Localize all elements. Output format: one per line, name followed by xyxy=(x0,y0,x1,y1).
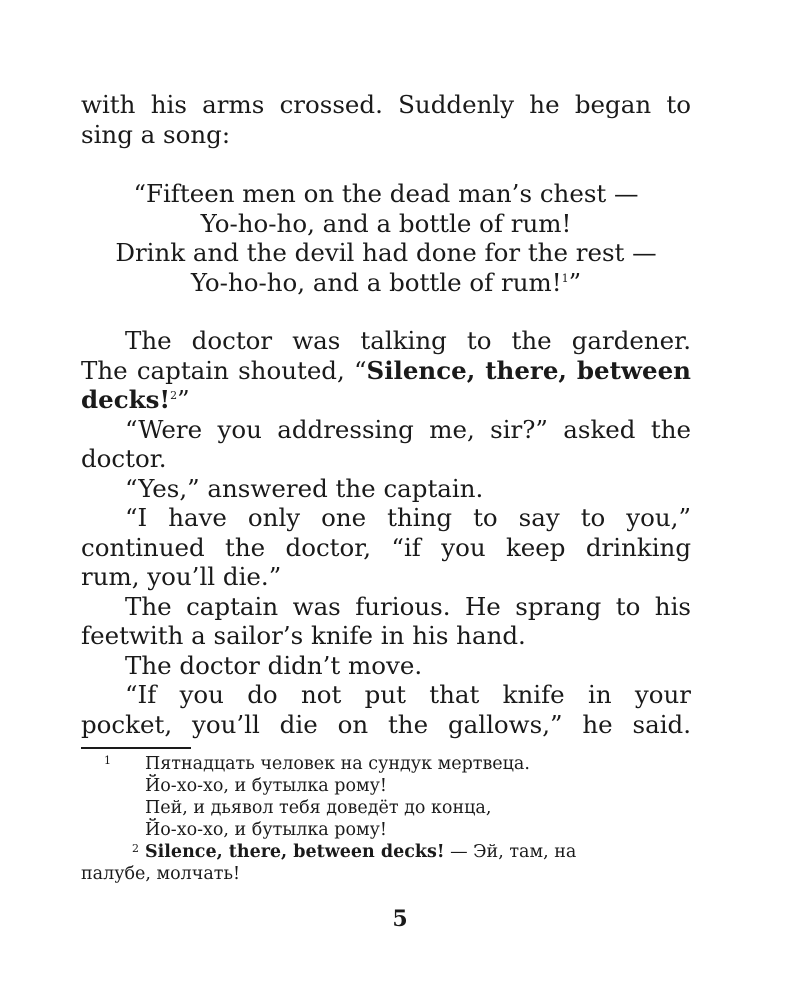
footnote-marker-2[interactable]: 2 xyxy=(170,388,178,402)
footnote-bold-phrase: Silence, there, between decks! xyxy=(145,842,445,862)
footnote-line: Йо-хо-хо, и бутылка рому! xyxy=(145,820,387,840)
footnote-text: — Эй, там, на xyxy=(444,842,577,862)
text-line: continued the doctor, “if you keep drinking xyxy=(81,532,691,562)
text-line: with his arms crossed. Suddenly he began to xyxy=(81,90,691,119)
text-line: “I have only one thing to say to you,” xyxy=(125,503,691,532)
text-line: “If you do not put that knife in your xyxy=(125,680,691,709)
song-line: Yo-ho-ho, and a bottle of rum! xyxy=(200,208,572,238)
text-line: feetwith a sailor’s knife in his hand. xyxy=(81,621,526,650)
bold-phrase: Silence, there, between xyxy=(366,355,691,385)
bold-phrase: decks! xyxy=(81,385,171,414)
footnote-line: палубе, молчать! xyxy=(81,864,241,884)
text-line: The doctor didn’t move. xyxy=(125,650,423,680)
text-line xyxy=(81,356,691,386)
footnote-divider xyxy=(81,747,191,749)
opening-paragraph xyxy=(81,90,691,149)
footnote-number: 1 xyxy=(104,754,111,767)
closing-quote: ” xyxy=(177,385,190,414)
footnote-2 xyxy=(81,841,691,885)
text-line: pocket, you’ll die on the gallows,” he said. xyxy=(81,709,691,739)
text-line: “Yes,” answered the captain. xyxy=(125,473,484,503)
text-line: doctor. xyxy=(81,444,167,473)
text-line xyxy=(81,385,691,415)
footnote-line: Йо-хо-хо, и бутылка рому! xyxy=(145,776,387,796)
footnote-line: Пей, и дьявол тебя доведёт до конца, xyxy=(145,798,492,818)
page-number: 5 xyxy=(392,906,408,932)
text-line: sing a song: xyxy=(81,119,231,149)
footnote-text: Пятнадцать человек на сундук мертвеца. xyxy=(145,754,530,774)
text-line: “Were you addressing me, sir?” asked the xyxy=(125,414,691,444)
song-line: Drink and the devil had done for the rest — xyxy=(115,238,657,267)
text-line: The captain was furious. He sprang to his xyxy=(125,591,691,621)
footnote-marker-1[interactable]: 1 xyxy=(561,271,569,285)
footnote-line xyxy=(81,841,691,863)
song-line xyxy=(81,268,691,298)
dialogue-text xyxy=(81,326,691,739)
text-line: The doctor was talking to the gardener. xyxy=(125,326,691,355)
footnote-line xyxy=(81,753,691,775)
song-verse xyxy=(81,179,691,297)
footnote-number: 2 xyxy=(132,842,139,855)
footnote-1 xyxy=(81,753,691,841)
text-line: rum, you’ll die.” xyxy=(81,562,282,591)
song-line: “Fifteen men on the dead man’s chest — xyxy=(133,179,639,208)
closing-quote: ” xyxy=(568,267,582,297)
text-span: The captain shouted, “ xyxy=(81,355,367,385)
song-line-text: Yo-ho-ho, and a bottle of rum! xyxy=(190,267,562,297)
